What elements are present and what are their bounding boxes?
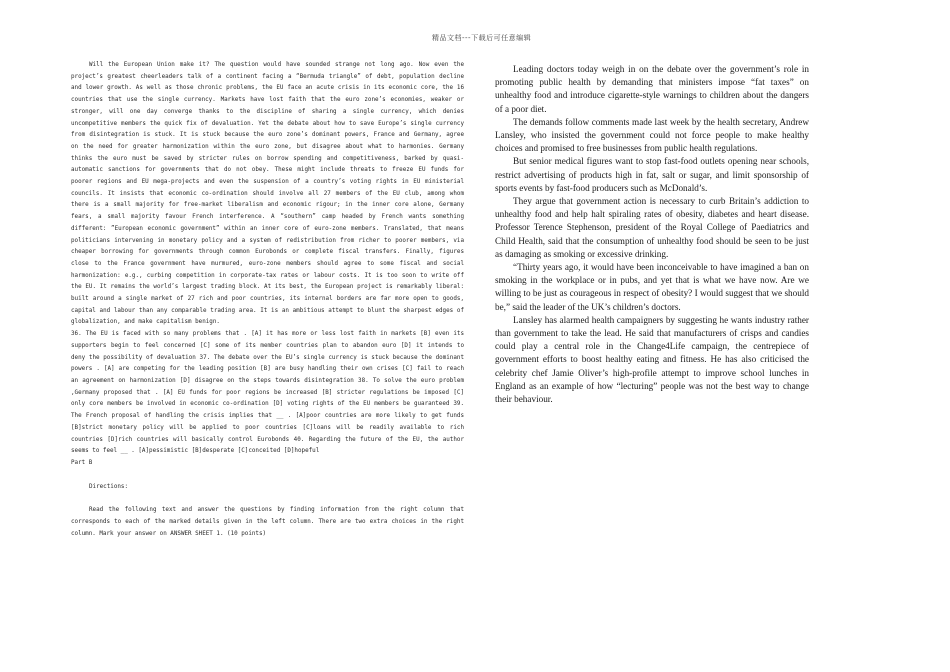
- article-paragraph-2: The demands follow comments made last week by the health secretary, Andrew Lansley, who insisted the government could not force people to make healthy choices and promised to free businesses from public health regulations.: [495, 116, 809, 154]
- directions-label: Directions:: [89, 483, 129, 490]
- questions-36-40: 36. The EU is faced with so many problems that . [A] it has more or less lost faith in markets [B] even its supporters begin to feel concerned [C] some of its member countries plan to abandon euro [D] it intends to deny the possibility of devaluation 37. The debate over the EU’s single currency is stuck because the dominant powers . [A] are competing for the leading position [B] are busy handling their own crises [C] fail to reach an agreement on harmonization [D] disagree on the steps towards disintegration 38. To solve the euro problem ,Germany proposed that . [A] EU funds for poor regions be increased [B] stricter regulations be imposed [C] only core members be involved in economic co-ordination [D] voting rights of the EU members be guaranteed 39. The French proposal of handling the crisis implies that __ . [A]poor countries are more likely to get funds [B]strict monetary policy will be applied to poor countries [C]loans will be readily available to rich countries [D]rich countries will basically control Eurobonds 40. Regarding the future of the EU, the author seems to feel __ . [A]pessimistic [B]desperate [C]conceited [D]hopeful: [71, 331, 464, 455]
- article-paragraph-5: “Thirty years ago, it would have been inconceivable to have imagined a ban on smoking in the workplace or in pubs, and yet that is what we have now. Are we willing to be just as courageous in respect of obesity? I would suggest that we should be,” said the leader of the UK’s children’s doctors.: [495, 262, 809, 312]
- article-paragraph-1: Leading doctors today weigh in on the debate over the government’s role in promoting public health by demanding that ministers impose “fat taxes” on unhealthy food and introduce cigarette-style warnings to children about the dangers of a poor diet.: [495, 64, 809, 114]
- right-column: [495, 63, 809, 406]
- article-paragraph-4: They argue that government action is necessary to curb Britain’s addiction to unhealthy food and help halt spiraling rates of obesity, diabetes and heart disease. Professor Terence Stephenson, president of the Royal College of Paediatrics and Child Health, said that the consumption of unhealthy food should be seen to be just as damaging as smoking or excessive drinking.: [495, 196, 809, 259]
- article-paragraph-3: But senior medical figures want to stop fast-food outlets opening near schools, restrict advertising of products high in fat, salt or sugar, and limit sponsorship of sports events by fast-food producers such as McDonald’s.: [495, 156, 809, 193]
- article-paragraph-6: Lansley has alarmed health campaigners by suggesting he wants industry rather than government to take the lead. He said that manufacturers of crisps and candies could play a central role in the Change4Life campaign, the centrepiece of government efforts to boost healthy eating and fitness. He has also criticised the celebrity chef Jamie Oliver’s high-profile attempt to improve school lunches in England as an example of how “lecturing” people was not the best way to change their behaviour.: [495, 314, 809, 405]
- page-header: 精品文档---下载后可任意编辑: [432, 34, 532, 42]
- directions-text: Read the following text and answer the questions by finding information from the right column that corresponds to each of the marked details given in the left column. There are two extra choices in the right column. Mark your answer on ANSWER SHEET 1. (10 points): [71, 507, 464, 537]
- reading-passage: Will the European Union make it? The question would have sounded strange not long ago. Now even the project’s greatest cheerleaders talk of a continent facing a “Bermuda triangle” of debt, population decline and lower growth. As well as those chronic problems, the EU face an acute crisis in its economic core, the 16 countries that use the single currency. Markets have lost faith that the euro zone’s economies, weaker or stronger, will one day converge thanks to the discipline of sharing a single currency, which denies uncompetitive members the quick fix of devaluation. Yet the debate about how to save Europe’s single currency from disintegration is stuck. It is stuck because the euro zone’s dominant powers, France and Germany, agree on the need for greater harmonization within the euro zone, but disagree about what to harmonies. Germany thinks the euro must be saved by stricter rules on borrow spending and competitiveness, barked by quasi-automatic sanctions for governments that do not obey. These might include threats to freeze EU funds for poorer regions and EU mega-projects and even the suspension of a country’s voting rights in EU ministerial councils. It insists that economic co-ordination should involve all 27 members of the EU club, among whom there is a small majority for free-market liberalism and economic rigour; in the inner core alone, Germany fears, a small majority favour French interference. A “southern” camp headed by French wants something different: ”European economic government” within an inner core of euro-zone members. Translated, that means politicians intervening in monetary policy and a system of redistribution from richer to poorer members, via cheaper borrowing for governments through common Eurobonds or complete fiscal transfers. Finally, figures close to the France government have murmured, euro-zone members should agree to some fiscal and social harmonization: e.g., curbing competition in corporate-tax rates or labour costs. It is too soon to write off the EU. It remains the world’s largest trading block. At its best, the European project is remarkably liberal: built around a single market of 27 rich and poor countries, its internal borders are far more open to goods, capital and labour than any comparable trading area. It is an ambitious attempt to blunt the sharpest edges of globalization, and make capitalism benign.: [71, 62, 464, 326]
- left-column: [71, 60, 464, 540]
- part-b-heading: Part B: [71, 459, 93, 466]
